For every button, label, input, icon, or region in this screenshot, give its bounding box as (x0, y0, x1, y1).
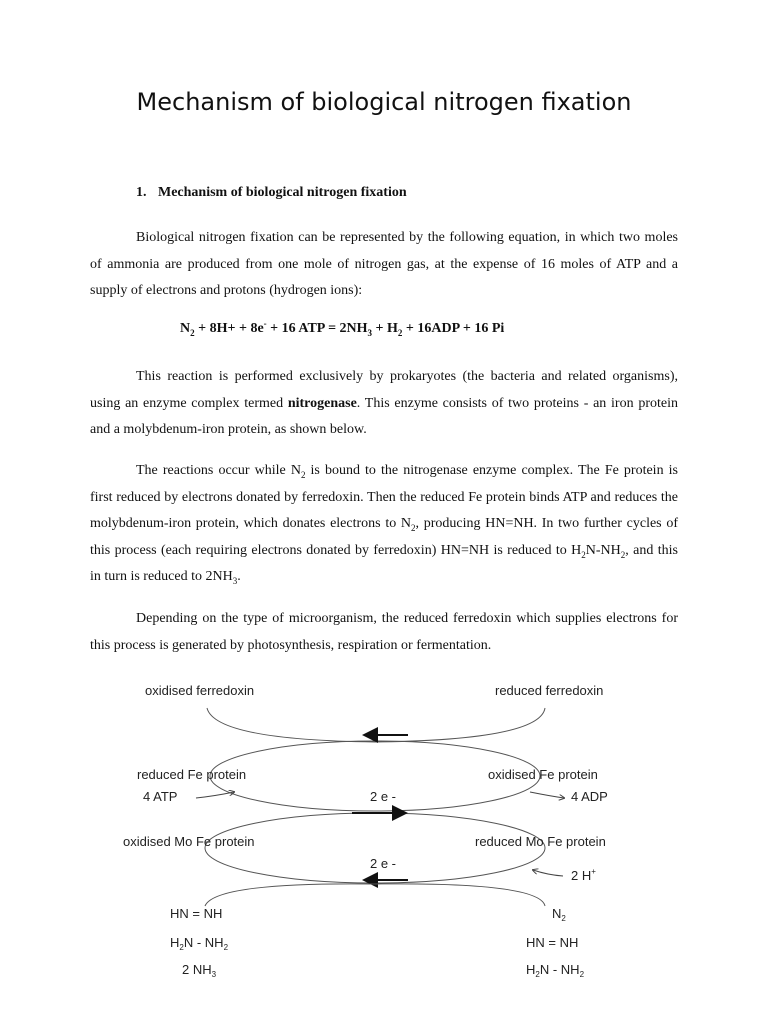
product-hydrazine (170, 935, 229, 952)
formula-part: N (552, 906, 562, 921)
formula-sub: 2 (535, 970, 540, 979)
oxidised-mofe-label: oxidised Mo Fe protein (123, 834, 255, 849)
reduced-ferredoxin-label: reduced ferredoxin (495, 683, 604, 698)
eq-sup: - (263, 318, 267, 329)
oxidised-ferredoxin-label: oxidised ferredoxin (145, 683, 255, 698)
substrate-n2 (552, 906, 566, 923)
substrate-hydrazine (526, 962, 585, 979)
protons-in-arrow-icon (533, 870, 563, 876)
formula-part: H (170, 935, 180, 950)
electrons-label-2: 2 e - (370, 856, 397, 871)
adp-out-arrow-icon (530, 792, 564, 798)
formula-part: 2 NH (182, 962, 212, 977)
subscript: 2 (411, 522, 416, 533)
paragraph-reactions (90, 458, 678, 591)
eq-part: N (180, 321, 191, 336)
reduced-mofe-label: reduced Mo Fe protein (475, 834, 606, 849)
formula-part: N - NH (183, 935, 224, 950)
section-number: 1. (136, 185, 147, 200)
eq-part: + H (372, 321, 398, 336)
protons-sup: + (591, 867, 596, 876)
formula-part: N - NH (539, 962, 580, 977)
electrons-label-1: 2 e - (370, 789, 397, 804)
subscript: 2 (581, 549, 586, 560)
subscript: 2 (300, 469, 306, 480)
oxidised-fe-protein-label: oxidised Fe protein (488, 767, 598, 782)
atp-in-arrow-icon (196, 792, 234, 798)
eq-part: + 16 ATP = 2NH (266, 321, 368, 336)
subscript: 2 (620, 549, 626, 560)
eq-part: + 8H+ + 8e (194, 321, 264, 336)
subscript: 3 (232, 575, 238, 586)
protons-text: 2 H (571, 868, 592, 883)
formula-sub: 3 (211, 970, 217, 979)
text-run: . This enzyme consists of two proteins - an iron protein and a molybdenum-iron protein, as shown below. (90, 395, 678, 437)
ferredoxin-arc (207, 708, 545, 742)
formula-sub: 2 (561, 914, 566, 923)
formula-sub: 2 (179, 943, 184, 952)
formula-sub: 2 (579, 970, 585, 979)
product-ammonia (182, 962, 217, 979)
eq-sub: 2 (190, 327, 195, 338)
eq-sub: 2 (397, 327, 403, 338)
adp-label: 4 ADP (571, 789, 608, 804)
page-title: Mechanism of biological nitrogen fixation (136, 88, 632, 116)
text-run: This reaction is performed exclusively by prokaryotes (the bacteria and related organisms), using an enzyme complex termed (90, 369, 678, 411)
nitrogenase-term: nitrogenase (287, 395, 357, 411)
section-heading (136, 185, 407, 201)
nitrogen-fixation-equation (180, 318, 505, 338)
eq-sub: 3 (367, 327, 373, 338)
protons-label (571, 867, 596, 883)
eq-part: + 16ADP + 16 Pi (402, 321, 505, 336)
nitrogenase-cycle-diagram (0, 670, 768, 1020)
paragraph-intro: Biological nitrogen fixation can be represented by the following equation, in which two moles of ammonia are produced from one mole of nitrogen gas, at the expense of 16 moles of ATP and a supply of electrons and protons (hydrogen ions): (90, 230, 678, 298)
section-heading-text: Mechanism of biological nitrogen fixation (158, 185, 407, 200)
paragraph-nitrogenase (90, 364, 678, 444)
formula-part: H (526, 962, 536, 977)
text-run: N-NH (585, 542, 621, 558)
product-hn-nh: HN = NH (170, 906, 223, 921)
text-run: The reactions occur while N (136, 463, 301, 478)
text-run: , producing HN=NH. In two further cycles of this process (each requiring electrons donated by ferredoxin) HN=NH is reduced to H (90, 516, 678, 558)
text-run: . (237, 569, 241, 584)
text-run: is bound to the nitrogenase enzyme complex. The Fe protein is first reduced by electrons donated by ferredoxin. Then the reduced Fe protein binds ATP and reduces the molybdenum-iron protein, which donates electrons to N (90, 463, 678, 531)
substrate-hn-nh: HN = NH (526, 935, 579, 950)
substrate-arc (205, 884, 545, 906)
text-run: , and this in turn is reduced to 2NH (90, 542, 678, 584)
atp-label: 4 ATP (143, 789, 178, 804)
formula-sub: 2 (223, 943, 229, 952)
reduced-fe-protein-label: reduced Fe protein (137, 767, 247, 782)
paragraph-ferredoxin: Depending on the type of microorganism, the reduced ferredoxin which supplies electrons for this process is generated by photosynthesis, respiration or fermentation. (90, 611, 678, 653)
